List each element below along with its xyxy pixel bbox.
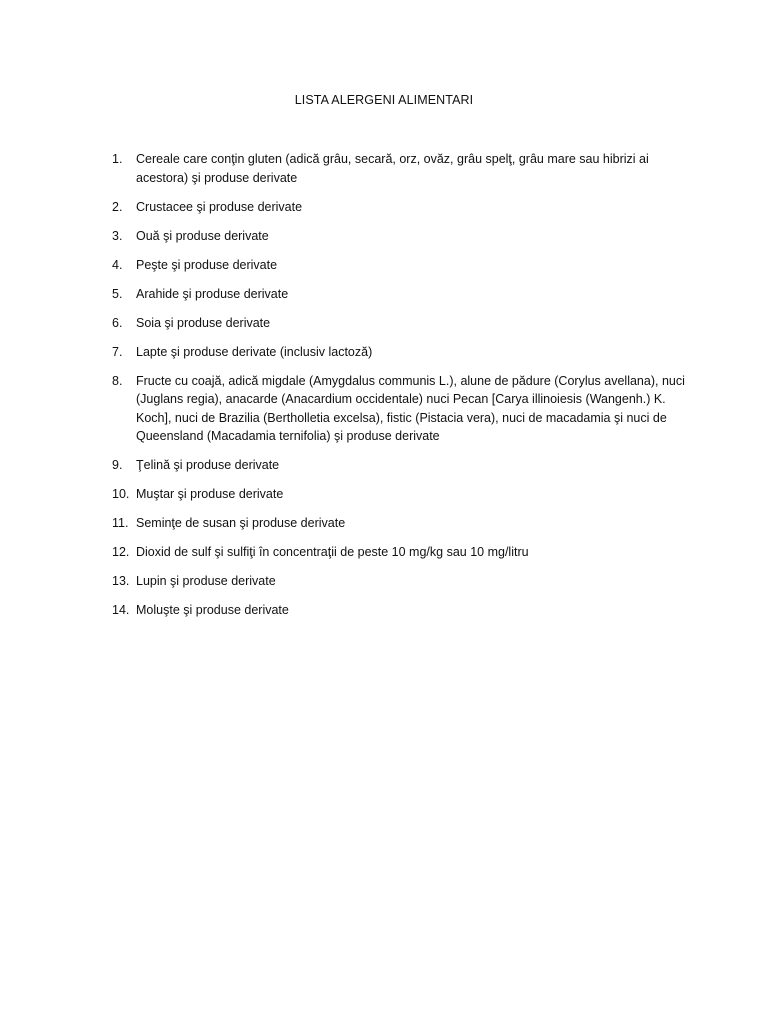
item-number: 9. <box>112 458 123 472</box>
item-text: Muştar şi produse derivate <box>136 487 284 501</box>
list-item <box>112 372 692 446</box>
item-text: Peşte şi produse derivate <box>136 257 278 272</box>
item-text: Crustacee şi produse derivate <box>136 199 303 214</box>
item-number: 5. <box>112 286 123 301</box>
list-item <box>112 285 692 304</box>
item-text: Soia şi produse derivate <box>136 315 271 330</box>
list-item <box>112 485 692 504</box>
item-number: 7. <box>112 344 123 359</box>
item-text: Cereale care conţin gluten (adică grâu, secară, orz, ovăz, grâu spelţ, grâu mare sau hibrizi ai acestora) şi produse derivate <box>136 152 649 185</box>
list-item <box>112 198 692 217</box>
item-number: 12. <box>112 545 130 559</box>
item-number: 3. <box>112 228 123 243</box>
list-item <box>112 227 692 246</box>
item-text: Dioxid de sulf şi sulfiţi în concentraţii de peste 10 mg/kg sau 10 mg/litru <box>136 545 529 559</box>
list-item <box>112 572 692 591</box>
list-item <box>112 456 692 475</box>
item-number: 8. <box>112 373 123 388</box>
list-item <box>112 256 692 275</box>
item-number: 10. <box>112 487 130 501</box>
item-text: Ţelină şi produse derivate <box>136 458 280 472</box>
item-text: Lapte şi produse derivate (inclusiv lactoză) <box>136 344 373 359</box>
list-item <box>112 150 692 187</box>
item-number: 6. <box>112 315 123 330</box>
item-number: 13. <box>112 574 130 588</box>
list-item <box>112 601 692 620</box>
item-text: Seminţe de susan şi produse derivate <box>136 516 346 530</box>
item-text: Arahide şi produse derivate <box>136 286 289 301</box>
list-item <box>112 314 692 333</box>
list-item <box>112 514 692 533</box>
allergen-list <box>112 150 692 630</box>
item-text: Ouă şi produse derivate <box>136 228 269 243</box>
item-number: 1. <box>112 152 123 166</box>
item-number: 4. <box>112 257 123 272</box>
list-item <box>112 343 692 362</box>
item-number: 11. <box>112 516 129 530</box>
item-number: 14. <box>112 603 130 617</box>
document-title: LISTA ALERGENI ALIMENTARI <box>294 93 474 107</box>
item-number: 2. <box>112 199 123 214</box>
item-text: Moluşte şi produse derivate <box>136 603 289 617</box>
item-text: Fructe cu coajă, adică migdale (Amygdalus communis L.), alune de pădure (Corylus avellana), nuci (Juglans regia), anacarde (Anacardium occidentale) nuci Pecan [Carya illinoiesis (Wangenh.) K. Koch], nuci de Brazilia (Bertholletia excelsa), fistic (Pistacia vera), nuci de macadamia şi nuci de Queensland (Macadamia ternifolia) şi produse derivate <box>136 373 685 443</box>
item-text: Lupin şi produse derivate <box>136 574 276 588</box>
list-item <box>112 543 692 562</box>
